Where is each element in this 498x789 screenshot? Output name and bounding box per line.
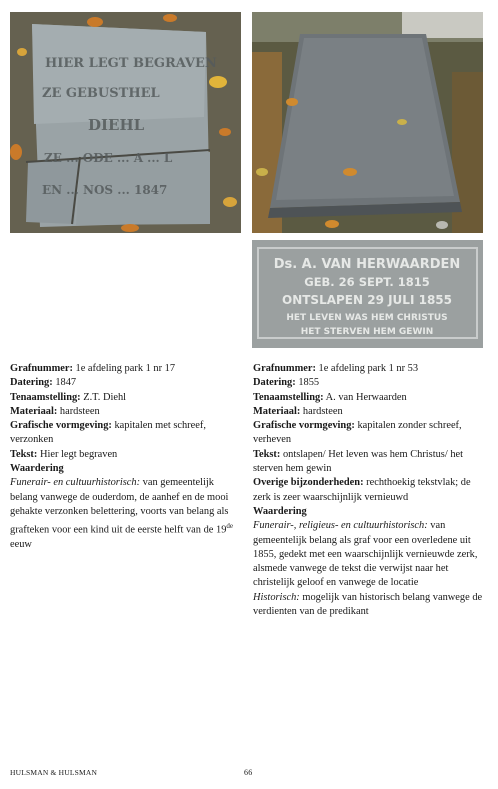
svg-text:ZE GEBUSTHEL: ZE GEBUSTHEL: [42, 86, 160, 101]
datering: Datering: 1847: [10, 377, 77, 389]
tenaamstelling: Tenaamstelling: A. van Herwaarden: [253, 391, 407, 403]
svg-text:EN ... NOS ... 1847: EN ... NOS ... 1847: [42, 183, 168, 197]
inscription-line-1: Ds. A. VAN HERWAARDEN: [273, 257, 461, 272]
svg-text:GEB. 26 SEPT. 1815: GEB. 26 SEPT. 1815: [304, 275, 430, 289]
stone-line-1: HIER LEGT BEGRAVEN: [45, 56, 217, 71]
funerair-waardering: Funerair- en cultuurhistorisch: van gemeentelijk belang vanwege de ouderdom, de aanhef en de mooi gehakte verzonken belettering, voorts van belang als grafteken voor een kind uit de eerste helft van de 19de eeuw: [10, 477, 233, 551]
datering: Datering: 1855: [253, 377, 320, 389]
svg-text:ONTSLAPEN 29 JULI 1855: ONTSLAPEN 29 JULI 1855: [282, 293, 452, 307]
svg-text:HET LEVEN WAS HEM CHRISTUS: HET LEVEN WAS HEM CHRISTUS: [286, 313, 448, 323]
tenaamstelling: Tenaamstelling: Z.T. Diehl: [10, 391, 127, 403]
waardering-heading: Waardering: [10, 463, 64, 475]
waardering-heading: Waardering: [253, 505, 307, 517]
footer-author: HULSMAN & HULSMAN: [10, 768, 98, 777]
tekst: Tekst: Hier legt begraven: [10, 448, 118, 460]
svg-text:DIEHL: DIEHL: [88, 116, 145, 134]
overige-bijzonderheden: Overige bijzonderheden: rechthoekig tekstvlak; de zerk is zeer waarschijnlijk vernieuwd: [253, 477, 471, 503]
historisch-waardering: Historisch: mogelijk van historisch belang vanwege de verdienten van de predikant: [253, 591, 483, 618]
photo-inscription-herwaarden: [252, 240, 483, 348]
grafische-vormgeving: Grafische vormgeving: kapitalen met schreef, verzonken: [10, 420, 206, 446]
grafnummer: Grafnummer: 1e afdeling park 1 nr 53: [253, 363, 419, 374]
left-description: [10, 362, 238, 552]
materiaal: Materiaal: hardsteen: [10, 405, 100, 417]
right-description: [253, 362, 485, 619]
photo-gravestone-diehl: [10, 12, 241, 233]
photo-grave-slab-herwaarden: [252, 12, 483, 233]
page-number: 66: [244, 768, 253, 777]
svg-text:ZE ... ODE ... A ... L: ZE ... ODE ... A ... L: [44, 151, 173, 165]
svg-text:HET STERVEN HEM GEWIN: HET STERVEN HEM GEWIN: [300, 327, 434, 337]
funerair-waardering: Funerair-, religieus- en cultuurhistorisch: van gemeentelijk belang als graf voor een overledene uit 1855, gedekt met een waarschijnlijk vernieuwde zerk, alsmede vanwege de tekst die verwijst naar het christelijk geloof en vanwege de locatie: [253, 520, 478, 589]
tekst: Tekst: ontslapen/ Het leven was hem Christus/ het sterven hem gewin: [253, 448, 464, 475]
materiaal: Materiaal: hardsteen: [253, 405, 343, 417]
grafnummer: Grafnummer: 1e afdeling park 1 nr 17: [10, 363, 176, 374]
grafische-vormgeving: Grafische vormgeving: kapitalen zonder schreef, verheven: [253, 420, 462, 446]
